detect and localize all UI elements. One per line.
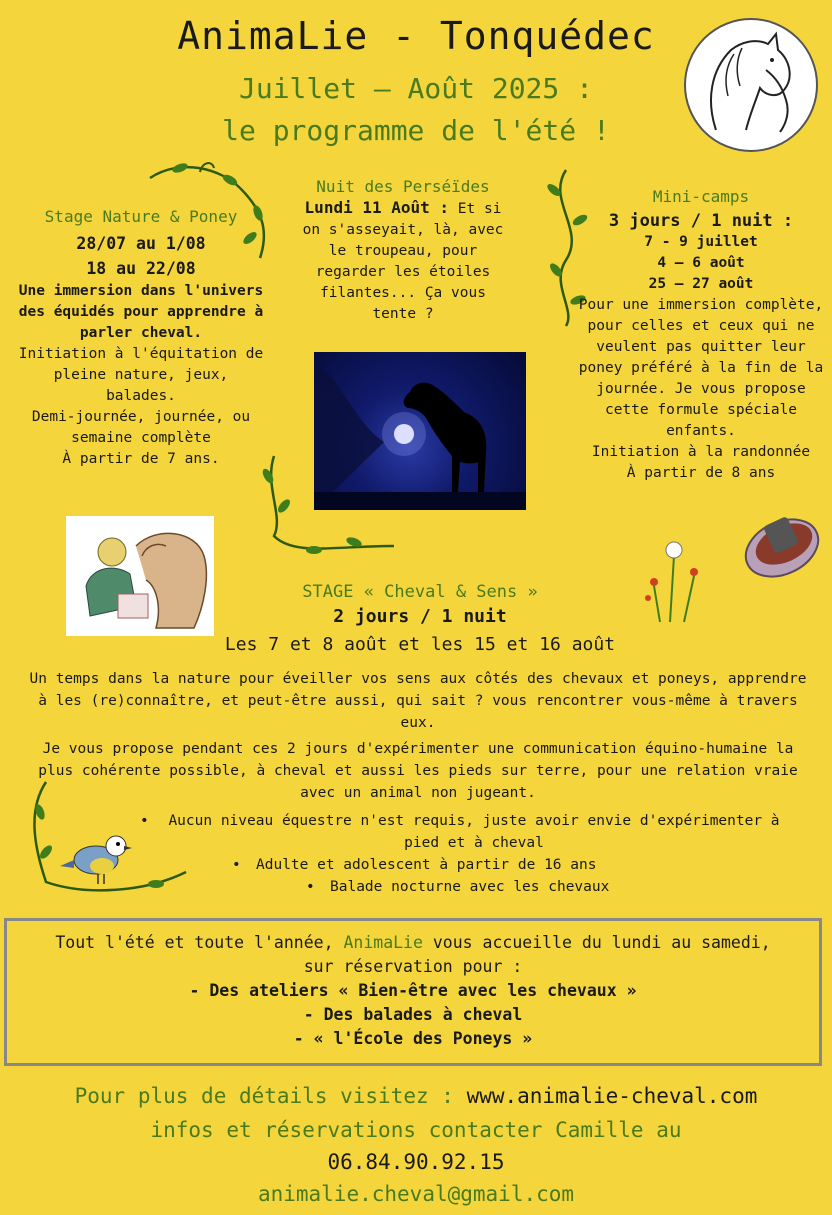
camp-activity: Initiation à la randonnée <box>591 444 811 460</box>
stage-paragraph: Un temps dans la nature pour éveiller vos sens aux côtés des chevaux et poneys, apprendre à les (re)connaître, et peut-être aussi, qui sait ? vous rencontrer vous-même à travers eux. <box>29 671 807 731</box>
brand-name: AnimaLie <box>343 933 423 952</box>
horse-head-icon <box>686 20 816 150</box>
section-heading: Stage Nature & Poney <box>44 207 238 226</box>
page-subtitle-dates: Juillet – Août 2025 : <box>238 72 593 105</box>
stage-dates: Les 7 et 8 août et les 15 et 16 août <box>224 634 616 655</box>
footer-details <box>0 1084 832 1108</box>
camp-description: Pour une immersion complète, pour celles et ceux qui ne veulent pas quitter leur poney préféré à la fin de la journée. Je vous propose cette formule spéciale enfants. <box>578 297 824 439</box>
activity-item: - Des balades à cheval <box>303 1005 523 1024</box>
page-title: AnimaLie - Tonquédec <box>177 14 655 58</box>
camp-date: 4 – 6 août <box>657 255 745 271</box>
section-heading: Mini-camps <box>652 187 750 206</box>
details-label: Pour plus de détails visitez : <box>74 1084 467 1108</box>
activity-item: - « l'École des Poneys » <box>293 1029 533 1048</box>
stage-description: Initiation à l'équitation de pleine nature, jeux, balades. <box>18 346 264 404</box>
website-link[interactable]: www.animalie-cheval.com <box>466 1084 758 1108</box>
stage-paragraph: Je vous propose pendant ces 2 jours d'expérimenter une communication équino-humaine la plus cohérente possible, à cheval et aussi les pieds sur terre, pour une relation vraie avec un animal non jugeant. <box>38 741 798 801</box>
email-link[interactable]: animalie.cheval@gmail.com <box>257 1182 575 1206</box>
grooming-brush-icon <box>738 504 824 584</box>
nuit-perseides-section <box>296 176 510 325</box>
stage-age: À partir de 7 ans. <box>62 451 220 467</box>
list-item: • Adulte et adolescent à partir de 16 ans <box>140 854 810 876</box>
bullet-icon: • <box>232 857 241 873</box>
event-date: Lundi 11 Août : <box>304 198 450 217</box>
section-heading: Nuit des Perséïdes <box>316 177 490 196</box>
stage-intro: Une immersion dans l'univers des équidés pour apprendre à parler cheval. <box>18 283 264 341</box>
page-subtitle-program: le programme de l'été ! <box>222 114 610 147</box>
list-item: • Balade nocturne avec les chevaux <box>140 876 810 898</box>
bullet-icon: • <box>140 813 149 829</box>
info-line: sur réservation pour : <box>303 957 523 976</box>
mini-camps-section <box>576 186 826 484</box>
camp-date: 7 - 9 juillet <box>644 234 758 250</box>
horse-logo <box>684 18 818 152</box>
camp-age: À partir de 8 ans <box>626 465 776 481</box>
footer-contact: infos et réservations contacter Camille au <box>150 1118 682 1142</box>
stage-cheval-sens-title: STAGE « Cheval & Sens » <box>302 582 538 602</box>
phone-number[interactable]: 06.84.90.92.15 <box>327 1150 505 1174</box>
event-description: Et si on s'asseyait, là, avec le troupeau, pour regarder les étoiles filantes... Ça vous tente ? <box>302 201 504 322</box>
stage-date: 18 au 22/08 <box>86 259 196 278</box>
bullet-icon: • <box>306 879 315 895</box>
year-round-info-box <box>4 918 822 1066</box>
stage-duration: 2 jours / 1 nuit <box>333 606 507 627</box>
horse-silhouette-image <box>314 352 526 510</box>
list-item: • Aucun niveau équestre n'est requis, juste avoir envie d'expérimenter à pied et à cheval <box>140 810 810 854</box>
bird-icon <box>58 826 138 886</box>
stage-nature-poney-section <box>18 206 264 470</box>
camp-date: 25 – 27 août <box>648 276 754 292</box>
camp-duration: 3 jours / 1 nuit : <box>608 211 794 231</box>
stage-bullet-list <box>140 810 810 898</box>
wildflowers-icon <box>640 536 712 624</box>
night-horse-photo <box>314 352 526 510</box>
stage-duration: Demi-journée, journée, ou semaine complète <box>31 409 251 446</box>
activity-item: - Des ateliers « Bien-être avec les chevaux » <box>189 981 637 1000</box>
girl-horse-drawing <box>66 516 214 636</box>
stage-date: 28/07 au 1/08 <box>76 234 206 253</box>
info-line: Tout l'été et toute l'année, AnimaLie vous accueille du lundi au samedi, <box>55 933 771 952</box>
